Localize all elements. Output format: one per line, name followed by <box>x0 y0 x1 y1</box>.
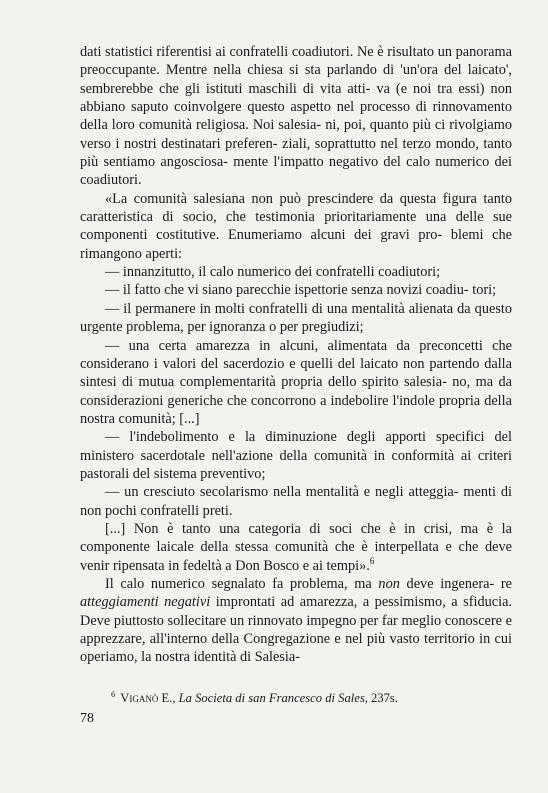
text-line: l'indole propria della nostra comunità; [...] <box>80 392 512 427</box>
text-line: tanto caratteristica di socio, che testimonia prioritariamente una <box>80 190 512 226</box>
page-number: 78 <box>80 711 94 726</box>
text-line: — l'indebolimento e la diminuzione degli apporti specifici del <box>105 429 512 446</box>
text-line: componente laicale della stessa comunità che è interpellata e che <box>80 539 479 556</box>
text-line: criteri pastorali del sistema preventivo; <box>80 447 512 482</box>
text-line: [...] Non è tanto una categoria di soci che è in crisi, ma è la <box>105 520 512 537</box>
paragraph-5 <box>80 300 512 337</box>
text-line: menti di non pochi confratelli preti. <box>80 484 512 519</box>
text-line: va (e noi tra essi) non abbiano saputo coinvolgere questo aspetto nel <box>80 80 512 116</box>
paragraph-3 <box>80 263 512 281</box>
text-line: dalla sintesi di mutua complementarità propria dello spirito salesia- <box>80 355 512 391</box>
emphasis-text: non <box>378 575 400 592</box>
text-line: 'un'ora del laicato', sembrerebbe che gli istituti maschili di vita atti- <box>80 62 512 97</box>
text-line: processo di rinnovamento della loro comunità religiosa. Noi salesia- <box>80 99 513 134</box>
text-line: «La comunità salesiana non può prescindere da questa figura <box>105 190 477 207</box>
text-line: considerano i valori del sacerdozio e quelli del laicato non partendo <box>80 355 480 372</box>
text-line: no, ma da considerazioni generiche che concorrono a indebolire <box>80 374 512 409</box>
text-line: ziali, soprattutto nel terzo mondo, tanto più sentiamo angosciosa- <box>80 135 512 171</box>
footnote <box>111 690 511 706</box>
text-line-part: deve ingenera- <box>399 575 495 592</box>
footnote-title: La Societa di san Francesco di Sales, <box>178 691 368 705</box>
text-line: tori; <box>472 282 497 299</box>
text-line: panorama preoccupante. Mentre nella chiesa si sta parlando di <box>80 44 512 79</box>
footnote-pages: 237s. <box>371 691 398 705</box>
paragraph-1 <box>80 43 512 190</box>
text-line: mente l'impatto negativo del calo numerico dei coadiutori. <box>80 154 512 189</box>
body-text <box>80 43 512 667</box>
text-line: — innanzitutto, il calo numerico dei confratelli coadiutori; <box>105 264 441 281</box>
paragraph-7 <box>80 428 512 483</box>
paragraph-6 <box>80 337 512 429</box>
paragraph-10 <box>80 575 512 667</box>
text-line: — il permanere in molti confratelli di una mentalità alienata da <box>105 300 471 317</box>
text-line: dati statistici riferentisi ai confratelli coadiutori. Ne è risultato un <box>80 44 452 60</box>
paragraph-9 <box>80 520 512 575</box>
footnote-mark: 6 <box>111 688 116 699</box>
text-line: questo urgente problema, per ignoranza o per pregiudizi; <box>80 300 512 336</box>
text-line: deve venir ripensata in fedeltà a Don Bosco e ai tempi». <box>80 539 512 574</box>
text-line: meglio conoscere e apprezzare, all'interno della Congregazione e <box>80 612 513 647</box>
text-line: delle sue componenti costitutive. Enumeriamo alcuni dei gravi pro- <box>80 209 512 244</box>
text-line-part: re <box>500 575 512 592</box>
text-line-part: Il calo numerico segnalato fa problema, ma <box>105 575 379 592</box>
text-line: nel più vasto territorio in cui operiamo, la nostra identità di Salesia- <box>80 631 513 666</box>
paragraph-8 <box>80 483 512 520</box>
paragraph-2 <box>80 190 512 263</box>
emphasis-text: atteggiamenti negativi <box>80 594 211 611</box>
text-line-part: improntati ad amarezza, a pessimismo, a <box>210 594 458 611</box>
text-line: blemi che rimangono aperti: <box>80 227 512 262</box>
text-line: sfiducia. Deve piuttosto sollecitare un rinnovato impegno per far <box>80 594 512 629</box>
paragraph-4 <box>80 281 512 299</box>
paragraph-list <box>80 43 512 520</box>
text-line: ministero sacerdotale nell'azione della comunità in conformità ai <box>80 447 472 464</box>
footnote-reference: 6 <box>369 555 375 566</box>
text-line: ni, poi, quanto più ci rivolgiamo verso i nostri destinatari preferen- <box>80 117 512 152</box>
text-line: — il fatto che vi siano parecchie ispettorie senza novizi coadiu- <box>105 282 469 299</box>
text-line: — una certa amarezza in alcuni, alimentata da preconcetti che <box>105 337 512 354</box>
footnote-author: Viganò E., <box>120 691 176 705</box>
text-line: — un cresciuto secolarismo nella mentalità e negli atteggia- <box>105 484 459 501</box>
